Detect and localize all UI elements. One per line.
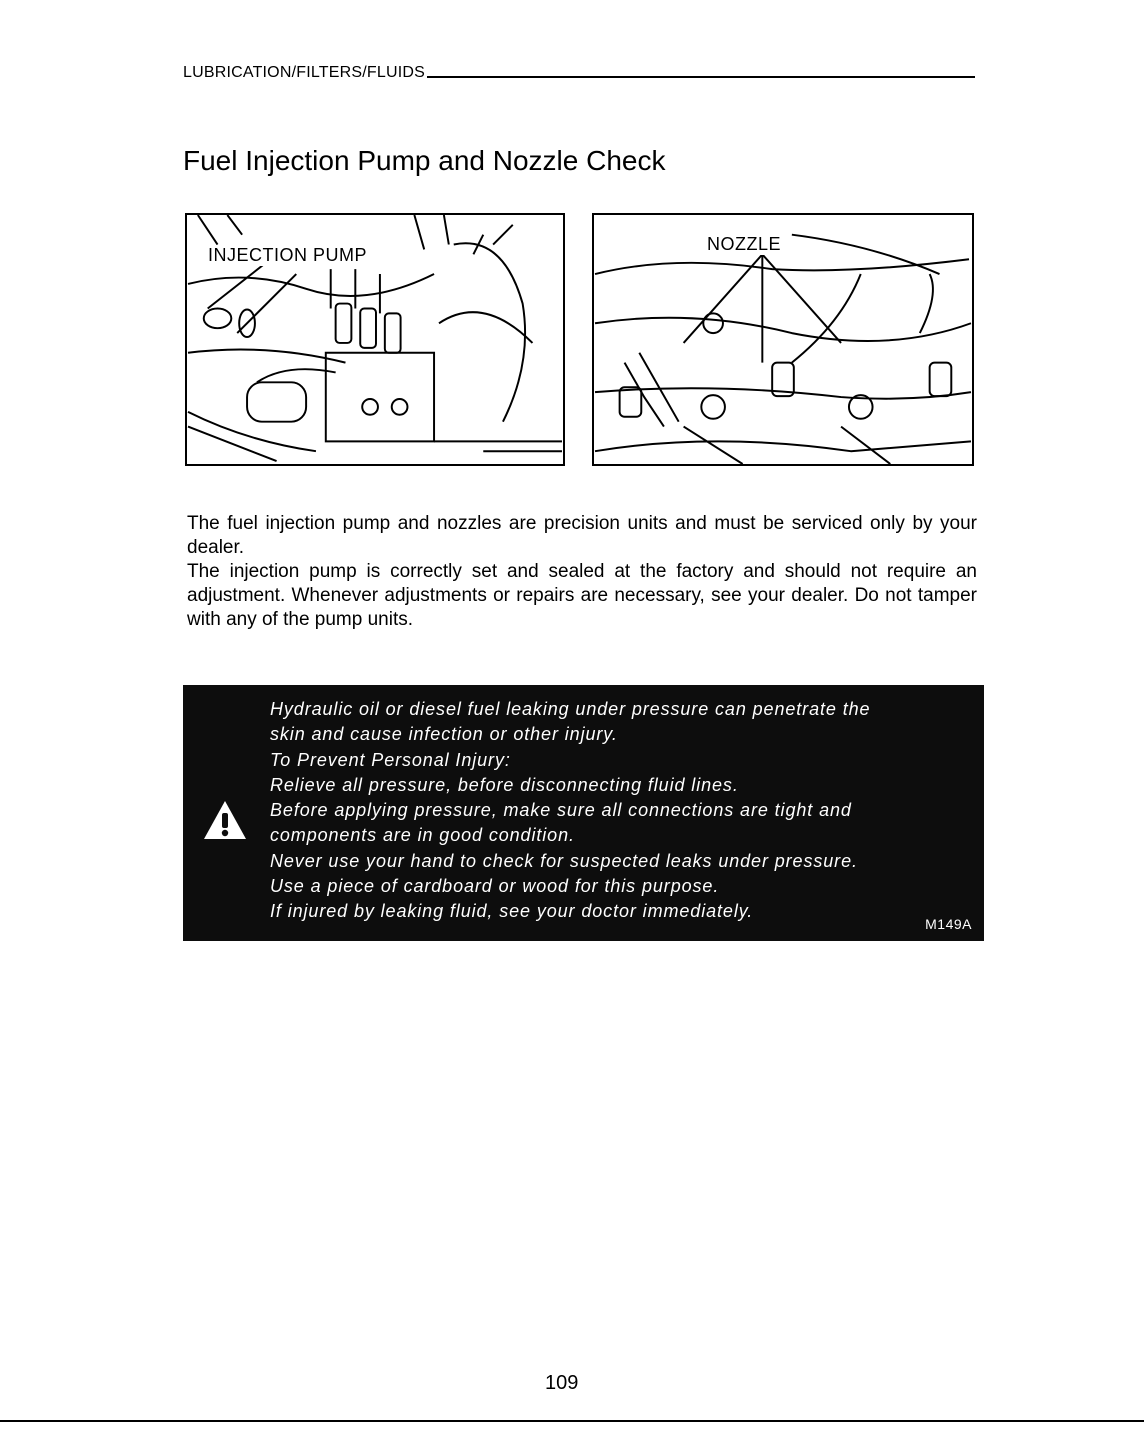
warning-line: Before applying pressure, make sure all connections are tight and xyxy=(270,800,852,821)
warning-code: M149A xyxy=(925,916,972,932)
injection-pump-illustration xyxy=(185,213,565,466)
bottom-rule xyxy=(0,1420,1144,1422)
warning-line: To Prevent Personal Injury: xyxy=(270,749,511,770)
warning-box xyxy=(183,685,984,941)
page-number: 109 xyxy=(545,1372,579,1394)
section-header xyxy=(183,64,975,82)
body-paragraph: The injection pump is correctly set and sealed at the factory and should not require an adjustment. Whenever adjustments or repairs are necessary, see your dealer. Do not tamper with any of the pump units. xyxy=(187,561,977,630)
warning-line: components are in good condition. xyxy=(270,825,575,846)
warning-triangle-icon xyxy=(202,799,248,841)
nozzle-label: NOZZLE xyxy=(704,234,784,255)
warning-lines xyxy=(270,697,975,925)
page-title: Fuel Injection Pump and Nozzle Check xyxy=(183,145,666,176)
warning-line: skin and cause infection or other injury. xyxy=(270,724,618,745)
header-rule xyxy=(427,76,975,78)
body-paragraph: The fuel injection pump and nozzles are precision units and must be serviced only by your dealer. xyxy=(187,513,977,558)
injection-pump-label: INJECTION PUMP xyxy=(205,245,370,266)
warning-line: If injured by leaking fluid, see your doctor immediately. xyxy=(270,901,754,922)
warning-line: Hydraulic oil or diesel fuel leaking under pressure can penetrate the xyxy=(270,699,871,719)
warning-line: Relieve all pressure, before disconnecting fluid lines. xyxy=(270,774,739,795)
body-text xyxy=(187,512,977,632)
nozzle-illustration xyxy=(592,213,974,466)
warning-line: Use a piece of cardboard or wood for this purpose. xyxy=(270,876,720,897)
section-label: LUBRICATION/FILTERS/FLUIDS xyxy=(183,64,425,81)
warning-line: Never use your hand to check for suspected leaks under pressure. xyxy=(270,850,858,871)
